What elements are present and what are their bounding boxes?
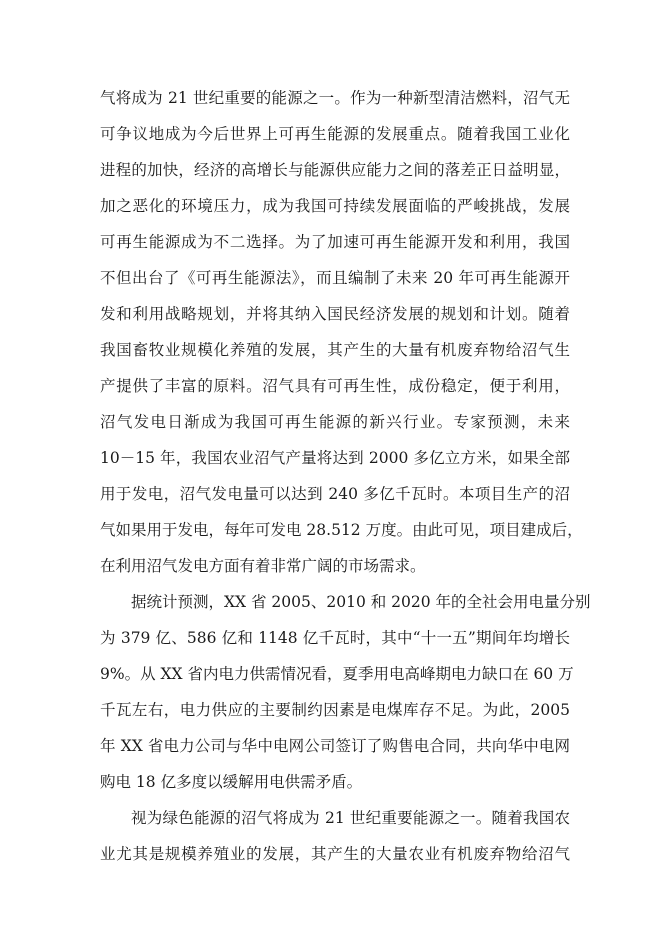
- text-line: 加之恶化的环境压力，成为我国可持续发展面临的严峻挑战，发展: [100, 197, 570, 215]
- text-line: 不但出台了《可再生能源法》，而且编制了未来 20 年可再生能源开: [100, 269, 570, 287]
- text-line: 购电 18 亿多度以缓解用电供需矛盾。: [100, 773, 363, 791]
- text-line: 气如果用于发电，每年可发电 28.512 万度。由此可见，项目建成后，: [100, 521, 583, 539]
- text-line: 我国畜牧业规模化养殖的发展，其产生的大量有机废弃物给沼气生: [100, 341, 570, 359]
- text-line: 可争议地成为今后世界上可再生能源的发展重点。随着我国工业化: [100, 125, 570, 143]
- text-line: 年 XX 省电力公司与华中电网公司签订了购售电合同，共向华中电网: [100, 737, 570, 755]
- text-line: 进程的加快，经济的高增长与能源供应能力之间的落差正日益明显，: [100, 161, 570, 179]
- paragraph-biogas-development: [100, 80, 583, 584]
- paragraph-electricity-demand: [100, 584, 591, 800]
- text-line: 可再生能源成为不二选择。为了加速可再生能源开发和利用，我国: [100, 233, 570, 251]
- text-line: 9%。从 XX 省内电力供需情况看，夏季用电高峰期电力缺口在 60 万: [100, 665, 574, 683]
- text-line: 为 379 亿、586 亿和 1148 亿千瓦时，其中“十一五”期间年均增长: [100, 629, 570, 647]
- text-line: 用于发电，沼气发电量可以达到 240 多亿千瓦时。本项目生产的沼: [100, 485, 570, 503]
- document-body: [100, 80, 591, 872]
- text-line: 沼气发电日渐成为我国可再生能源的新兴行业。专家预测，未来: [100, 413, 570, 431]
- text-line: 在利用沼气发电方面有着非常广阔的市场需求。: [100, 557, 426, 575]
- text-line: 业尤其是规模养殖业的发展，其产生的大量农业有机废弃物给沼气: [100, 845, 570, 863]
- text-line: 千瓦左右，电力供应的主要制约因素是电煤库存不足。为此，2005: [100, 701, 570, 719]
- text-line: 据统计预测，XX 省 2005、2010 和 2020 年的全社会用电量分别: [131, 593, 591, 611]
- text-line: 视为绿色能源的沼气将成为 21 世纪重要能源之一。随着我国农: [131, 809, 570, 827]
- text-line: 发和利用战略规划，并将其纳入国民经济发展的规划和计划。随着: [100, 305, 570, 323]
- paragraph-green-energy: [100, 800, 570, 872]
- text-line: 产提供了丰富的原料。沼气具有可再生性，成份稳定，便于利用，: [100, 377, 570, 395]
- text-line: 气将成为 21 世纪重要的能源之一。作为一种新型清洁燃料，沼气无: [100, 89, 570, 107]
- text-line: 10－15 年，我国农业沼气产量将达到 2000 多亿立方米，如果全部: [100, 449, 570, 467]
